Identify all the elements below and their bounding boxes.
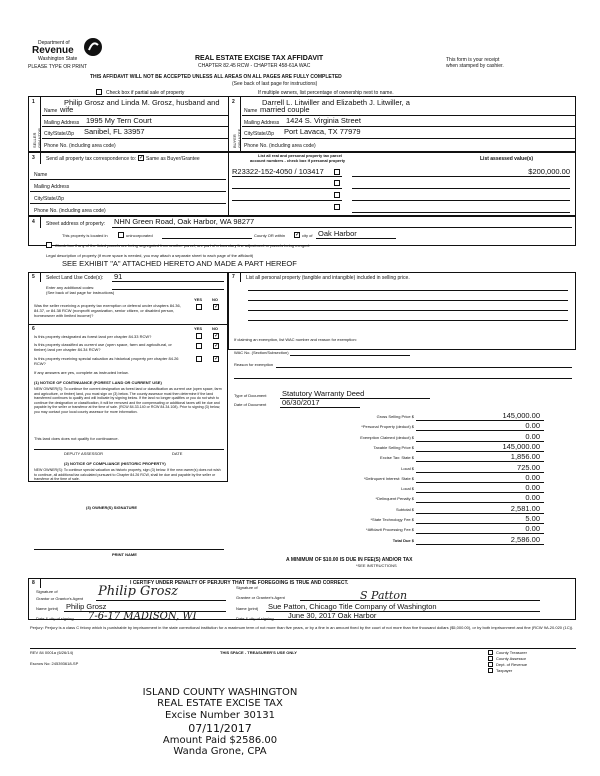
partial-sale-checkbox[interactable] [96, 89, 102, 95]
copy-checkbox[interactable] [488, 656, 493, 661]
section-6-number: 6 [32, 326, 35, 332]
parcel-header-1: List all real and personal property tax parcel [258, 153, 343, 158]
notice-1-text: NEW OWNER(S): To continue the current designation as forest land or classification as current use (open space, farm and agriculture, or timber) land, you must sign on (3) below. The county assessor must then determine if the land transferred continues to qualify and will indicate by signing below. If the land no longer qualifies or you do not wish to continue the designation or classification, it will be removed and the compensating or additional taxes will be due and payable by the seller or transferor at the time of sale. (RCW 84.33.140 or RCW 84.34.108). Prior to signing (3) below, you may contact your local county assessor for more information. [34, 387, 222, 414]
tax-row-label: Total Due $ [392, 537, 414, 543]
q1-yes-checkbox[interactable] [196, 333, 202, 339]
tax-row-label: *Personal Property (deduct) $ [361, 424, 414, 430]
buyer-name-label: Name [244, 108, 258, 114]
treasurer-use: THIS SPACE - TREASURER'S USE ONLY [220, 650, 297, 655]
q1-no-checkbox[interactable]: ✓ [214, 333, 220, 339]
wac-label: WAC No. (Section/Subsection) [234, 350, 289, 355]
grantee-name-print: Sue Patton, Chicago Title Company of Washington [268, 602, 437, 611]
tax-row-value: 0.00 [525, 483, 540, 493]
buyer-name-line1: Darrell L. Litwiller and Elizabeth J. Litwiller, a [262, 98, 410, 107]
segregated-checkbox[interactable] [46, 242, 52, 248]
seller-name-line1: Philip Grosz and Linda M. Grosz, husband and [64, 98, 220, 107]
buyer-name-line2: married couple [260, 105, 310, 114]
tax-row-value: 0.00 [525, 524, 540, 534]
current-use-question: Is this property classified as current use (open space, farm and agricultural, or timber) land per chapter 84.34 RCW? [34, 342, 172, 352]
s3-name-label: Name [34, 172, 48, 178]
grantor-signature-label: Signature of [36, 589, 58, 594]
doc-type: Statutory Warranty Deed [282, 389, 365, 398]
tax-row-value: 5.00 [525, 514, 540, 523]
grantee-agent-label: Grantee or Grantee's Agent [236, 595, 285, 600]
enter-additional-codes: Enter any additional codes: [46, 285, 95, 290]
q3-yes-checkbox[interactable] [196, 356, 202, 362]
grantee-date-city-label: Date & city of signing [236, 616, 274, 621]
section-4-number: 4 [32, 219, 35, 225]
grantee-signature-label: Signature of [236, 585, 258, 590]
form-title: REAL ESTATE EXCISE TAX AFFIDAVIT [195, 55, 324, 62]
q2-no-checkbox[interactable]: ✓ [214, 343, 220, 349]
seller-mailing-label: Mailing Address [44, 120, 80, 126]
seller-side-label: SELLER GRANTOR [32, 128, 42, 148]
doc-date: 06/30/2017 [282, 398, 320, 407]
please-type: PLEASE TYPE OR PRINT [28, 64, 88, 70]
city-of-label: city of [302, 233, 313, 238]
q3-no-checkbox[interactable]: ✓ [214, 356, 220, 362]
street-address: NHN Green Road, Oak Harbor, WA 98277 [114, 217, 255, 226]
s5-no-checkbox[interactable]: ✓ [214, 304, 220, 310]
same-as-buyer-label: Same as Buyer/Grantee [146, 156, 200, 162]
tax-row-value: 0.00 [525, 472, 540, 482]
copy-checkbox[interactable] [488, 650, 493, 655]
notice-2-text: NEW OWNER(S): To continue special valuation as historic property, sign (3) below. If the new owner(s) does not wish to continue, all additional tax calculated pursuant to Chapter 84.26 RCW, shall be due and payable by the seller or transferor at the time of sale. [34, 468, 221, 482]
dor-logo-icon [82, 36, 104, 58]
grantor-date-city: 7-6-17 MADISON, WI [88, 611, 197, 622]
tax-row-label: *State Technology Fee $ [370, 517, 414, 522]
personal-property-checkbox-4[interactable] [334, 204, 340, 210]
city-name: Oak Harbor [318, 229, 357, 238]
dor-logo [82, 36, 104, 63]
copy-label: County Assessor [496, 656, 527, 661]
grantor-name-print-label: Name (print) [36, 606, 59, 611]
s5-see-back: (See back of last page for instructions) [46, 290, 115, 295]
reason-label: Reason for exemption [234, 362, 274, 367]
parcel-header-2: account numbers - check box if personal property [250, 158, 346, 163]
rev-number: REV 84 0001a (6/26/14) [30, 650, 74, 655]
segregated-label: Check box if any of the listed parcels are being segregated from another parcel, are part of a boundary line adjustment or parcels being merged. [55, 243, 310, 248]
personal-property-checkbox-1[interactable] [334, 169, 340, 175]
s3-mailing-label: Mailing Address [34, 184, 70, 190]
seller-name-line2: wife [60, 105, 74, 114]
doc-date-label: Date of Document [234, 402, 267, 407]
tax-row-value: 2,586.00 [510, 534, 540, 544]
tax-row-value: 0.00 [525, 431, 540, 441]
deputy-assessor: DEPUTY ASSESSOR [64, 451, 104, 456]
grantor-signature: Philip Grosz [98, 584, 178, 599]
copy-checkbox[interactable] [488, 668, 493, 673]
assessed-value: $200,000.00 [528, 167, 570, 176]
tax-row-value: 725.00 [517, 462, 540, 472]
dept-line3: Washington State [38, 56, 78, 62]
multiple-owners-note: If multiple owners, list percentage of ownership next to name. [258, 90, 394, 96]
section-8-number: 8 [32, 580, 35, 586]
unincorporated-label: unincorporated [126, 233, 153, 238]
seller-phone-label: Phone No. (including area code) [44, 143, 116, 149]
forest-land-question: Is this property designated as forest land per chapter 84.33 RCW? [34, 334, 152, 339]
grantee-date-city: June 30, 2017 Oak Harbor [288, 611, 377, 620]
copy-label: Dept. of Revenue [496, 662, 528, 667]
stamp-line3: Excise Number 30131 [164, 710, 276, 721]
unincorporated-checkbox[interactable] [118, 232, 124, 238]
deputy-date: DATE [172, 451, 183, 456]
form-subtitle: CHAPTER 82.45 RCW - CHAPTER 458-61A WAC [198, 63, 311, 69]
tax-row-label: Excise Tax: State $ [380, 455, 414, 461]
perjury-notice: Perjury: Perjury is a class C felony which is punishable by imprisonment in the state correctional institution for a maximum term of not more than five years, or by a fine in an amount fixed by the court of not more than five thousand dollars ($5,000.00), or by both imprisonment and fine (RCW 9A.20.020 (1C)). [30, 625, 574, 630]
copy-label: County Treasurer [496, 650, 527, 655]
certify-statement: I CERTIFY UNDER PENALTY OF PERJURY THAT THE FOREGOING IS TRUE AND CORRECT. [130, 580, 349, 586]
grantor-name-print: Philip Grosz [66, 602, 107, 611]
buyer-city-label: City/State/Zip [244, 131, 275, 137]
grantor-date-city-label: Date & city of signing [36, 616, 74, 621]
parcel-number: R23322-152-4050 / 103417 [232, 167, 324, 176]
tax-row-value: 0.00 [525, 421, 540, 431]
stamp-line1: ISLAND COUNTY WASHINGTON [142, 687, 298, 698]
copy-label: Taxpayer [496, 668, 513, 673]
copy-checkbox[interactable] [488, 662, 493, 667]
see-back: (See back of last page for instructions) [232, 81, 318, 87]
stamp-line2: REAL ESTATE EXCISE TAX [157, 698, 283, 709]
tax-row-label: *Affidavit Processing Fee $ [366, 527, 414, 533]
exemption-question: Was the seller receiving a property tax exemption or deferral under chapters 84.36, 84.37, or 84.38 RCW (nonprofit organization, senior citizen, or disabled person, homeowner with limited income)? [34, 303, 181, 318]
exemption-claim-label: If claiming an exemption, list WAC number and reason for exemption: [234, 337, 357, 342]
seller-city: Sanibel, FL 33957 [84, 127, 145, 136]
tax-row-value: 145,000.00 [502, 441, 540, 451]
section-4-box [28, 216, 576, 246]
section-7-number: 7 [232, 274, 235, 280]
tax-row-label: Local $ [401, 486, 414, 492]
receipt-note-1: This form is your receipt [446, 57, 500, 63]
if-any-yes: If any answers are yes, complete as instructed below. [34, 370, 129, 375]
seller-name-label: Name [44, 108, 58, 114]
personal-property-checkbox-3[interactable] [334, 192, 340, 198]
section-1-number: 1 [32, 99, 35, 105]
tax-row-value: 2,581.00 [510, 503, 540, 513]
escrow-number: Escrow No: 245393618-SP [30, 661, 79, 666]
city-of-checkbox[interactable]: ✓ [295, 232, 301, 238]
tax-row-label: Taxable Selling Price $ [373, 444, 414, 450]
personal-property-checkbox-2[interactable] [334, 180, 340, 186]
dept-line1: Department of [38, 40, 70, 46]
grantee-signature: S Patton [360, 589, 408, 602]
section-2-number: 2 [232, 99, 235, 105]
tax-row-label: *Delinquent Interest: State $ [363, 475, 414, 481]
tax-row-label: Local $ [401, 465, 414, 471]
tax-row-label: Subtotal $ [395, 506, 414, 512]
partial-sale-label: Check box if partial sale of property [106, 90, 185, 96]
s3-phone-label: Phone No. (including area code) [34, 208, 106, 214]
minimum-fee-note: A MINIMUM OF $10.00 IS DUE IN FEE(S) AND/OR TAX [286, 557, 413, 563]
tax-row-value: 1,856.00 [510, 452, 540, 462]
tax-row-label: Gross Selling Price $ [376, 414, 414, 419]
stamp-line5: Amount Paid $2586.00 [162, 735, 278, 746]
grantor-agent-label: Grantor or Grantor's Agent [36, 596, 84, 601]
buyer-phone-label: Phone No. (including area code) [244, 143, 316, 149]
dept-line2: Revenue [32, 45, 74, 56]
see-instructions: *SEE INSTRUCTIONS [356, 563, 397, 568]
buyer-city: Port Lavaca, TX 77979 [284, 127, 361, 136]
assessed-header: List assessed value(s) [480, 156, 534, 162]
located-label: This property is located in [62, 233, 108, 238]
q2-yes-checkbox[interactable] [196, 343, 202, 349]
s5-no-header: NO [212, 297, 218, 302]
receipt-note-2: when stamped by cashier. [446, 63, 504, 69]
owner-signature-label: (3) OWNER(S) SIGNATURE [86, 505, 138, 510]
send-correspondence-label: Send all property tax correspondence to: [46, 156, 137, 162]
personal-property-label: List all personal property (tangible and intangible) included in selling price. [246, 275, 410, 281]
section-3-number: 3 [32, 155, 35, 161]
seller-mailing: 1995 My Tern Court [86, 116, 152, 125]
s6-no-header: NO [212, 326, 218, 331]
legal-description: SEE EXHIBIT "A" ATTACHED HERETO AND MADE A PART HEREOF [62, 259, 297, 268]
stamp-line6: Wanda Grone, CPA [173, 746, 267, 757]
stamp-line4: 07/11/2017 [188, 722, 252, 735]
tax-row-label: Exemption Claimed (deduct) $ [360, 434, 414, 440]
land-qualifies: This land does does not qualify for continuance. [34, 436, 119, 441]
doc-type-label: Type of Document [234, 393, 267, 398]
land-use-label: Select Land Use Code(s): [46, 275, 104, 281]
same-as-buyer-checkbox[interactable]: ✓ [139, 155, 145, 161]
warning: THIS AFFIDAVIT WILL NOT BE ACCEPTED UNLESS ALL AREAS ON ALL PAGES ARE FULLY COMPLETED [90, 74, 342, 80]
legal-description-label: Legal description of property (if more space is needed, you may attach a separate sheet to each page of the affidavit) [46, 253, 254, 258]
street-label: Street address of property: [46, 221, 106, 227]
seller-city-label: City/State/Zip [44, 131, 75, 137]
grantee-name-print-label: Name (print) [236, 606, 259, 611]
buyer-side-label: BUYER GRANTEE [232, 128, 242, 148]
notice-1-title: (1) NOTICE OF CONTINUANCE (FOREST LAND OR CURRENT USE) [34, 380, 162, 385]
notice-2-title: (2) NOTICE OF COMPLIANCE (HISTORIC PROPERTY) [64, 461, 166, 466]
s6-yes-header: YES [194, 326, 203, 331]
land-use-code: 91 [114, 272, 123, 281]
buyer-mailing-label: Mailing Address [244, 120, 280, 126]
s5-yes-header: YES [194, 297, 203, 302]
buyer-mailing: 1424 S. Virginia Street [286, 116, 361, 125]
print-name-label: PRINT NAME [112, 552, 137, 557]
county-or-within: County OR within [254, 233, 286, 238]
historic-question: Is this property receiving special valuation as historical property per chapter 84.26 RCW? [34, 356, 179, 366]
tax-row-value: 145,000.00 [502, 411, 540, 420]
s3-city-label: City/State/Zip [34, 196, 65, 202]
tax-row-value: 0.00 [525, 493, 540, 503]
s5-yes-checkbox[interactable] [196, 304, 202, 310]
tax-row-label: *Delinquent Penalty $ [375, 496, 414, 502]
section-5-number: 5 [32, 274, 35, 280]
